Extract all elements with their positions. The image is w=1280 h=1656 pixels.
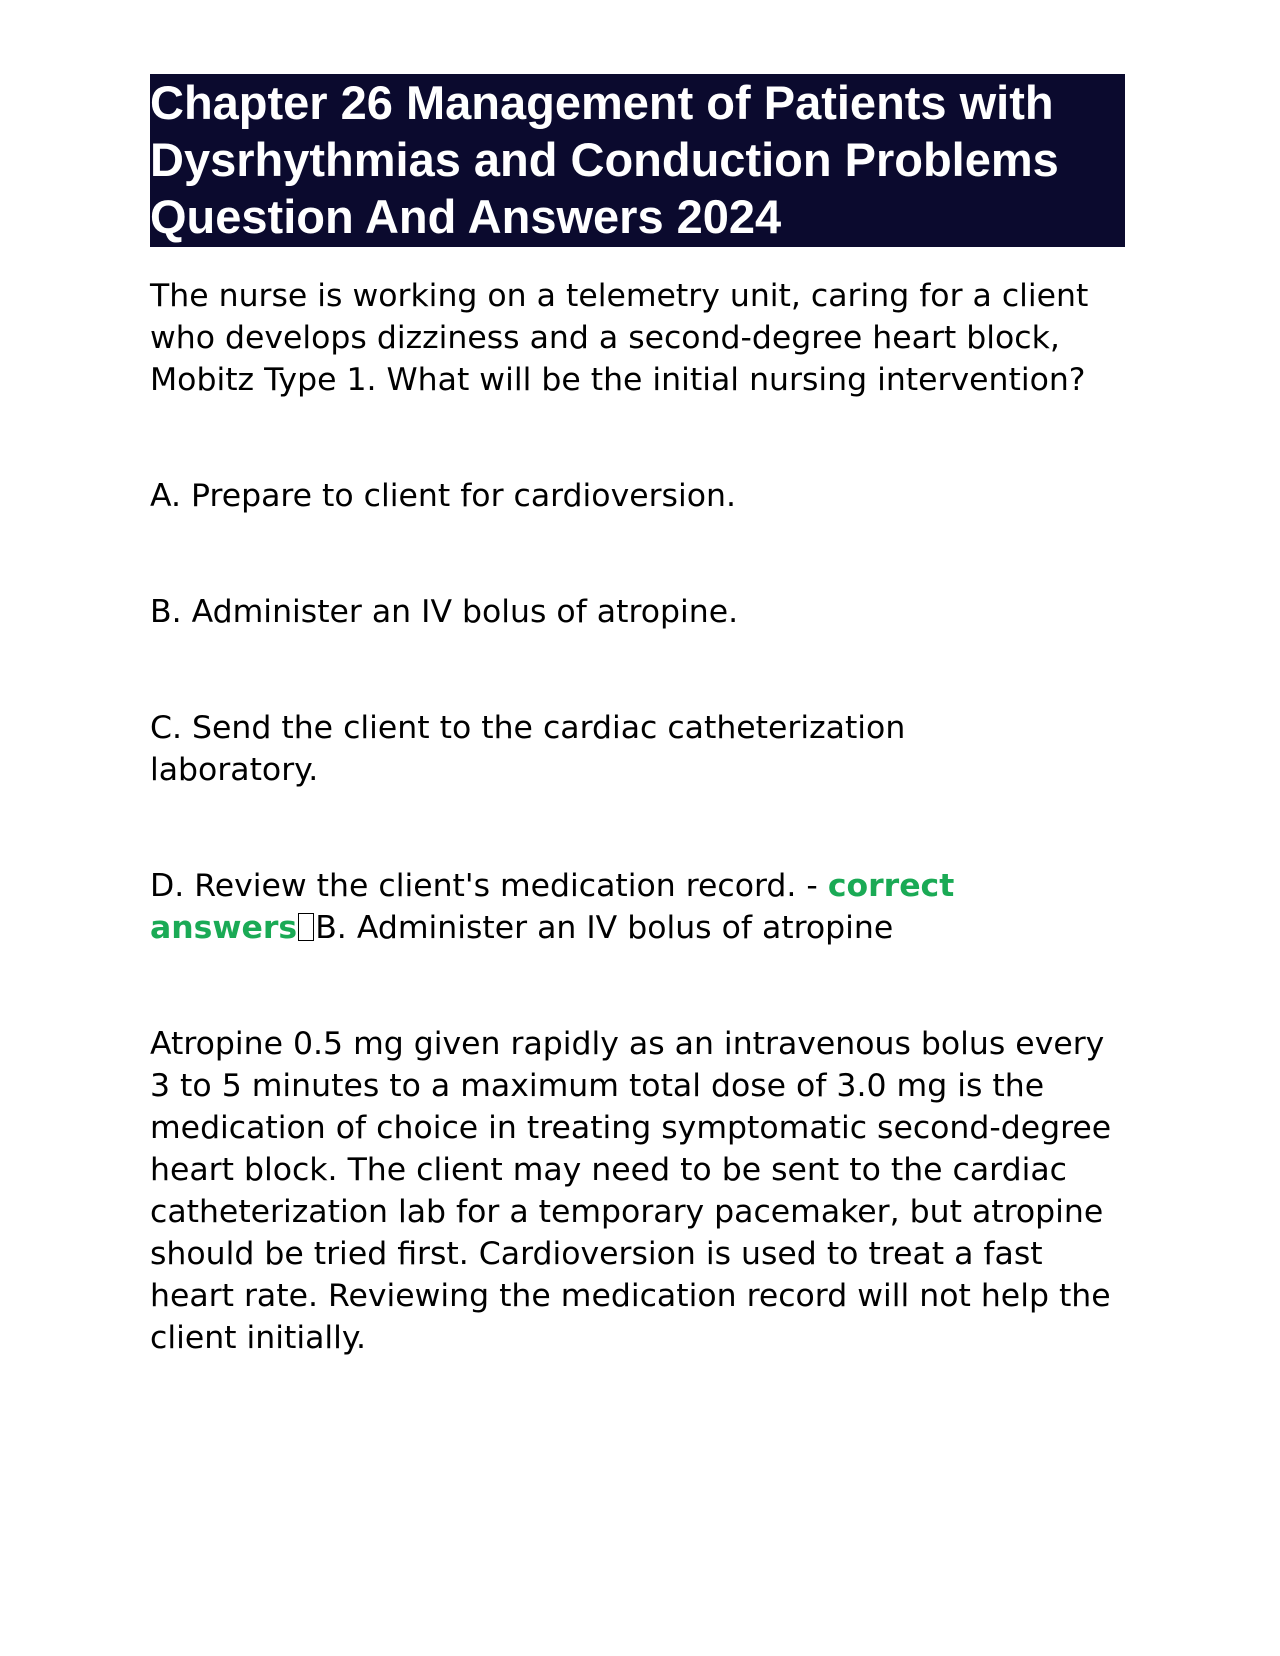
option-d-with-answer [150, 865, 1030, 949]
option-d: D. Review the client's medication record. - [150, 868, 828, 904]
rationale-text: Atropine 0.5 mg given rapidly as an intravenous bolus every 3 to 5 minutes to a maximum total dose of 3.0 mg is the medication of choice in treating symptomatic second-degree heart block. The client may need to be sent to the cardiac catheterization lab for a temporary pacemaker, but atropine should be tried first. Cardioversion is used to treat a fast heart rate. Reviewing the medication record will not help the client initially. [150, 1026, 1112, 1356]
document-title: Chapter 26 Management of Patients with Dysrhythmias and Conduction Problems Question And Answers 2024 [150, 74, 1125, 247]
document-page [150, 74, 1125, 1359]
option-c: C. Send the client to the cardiac catheterization laboratory. [150, 710, 906, 788]
missing-glyph-box-icon [298, 913, 314, 941]
option-b: B. Administer an IV bolus of atropine. [150, 594, 739, 630]
correct-answers-label: correct answers [150, 868, 955, 946]
correct-answer-text: B. Administer an IV bolus of atropine [315, 910, 894, 946]
question-text: The nurse is working on a telemetry unit, caring for a client who develops dizziness and a second-degree heart block, Mobitz Type 1. What will be the initial nursing intervention? [150, 278, 1089, 398]
option-a: A. Prepare to client for cardioversion. [150, 478, 736, 514]
